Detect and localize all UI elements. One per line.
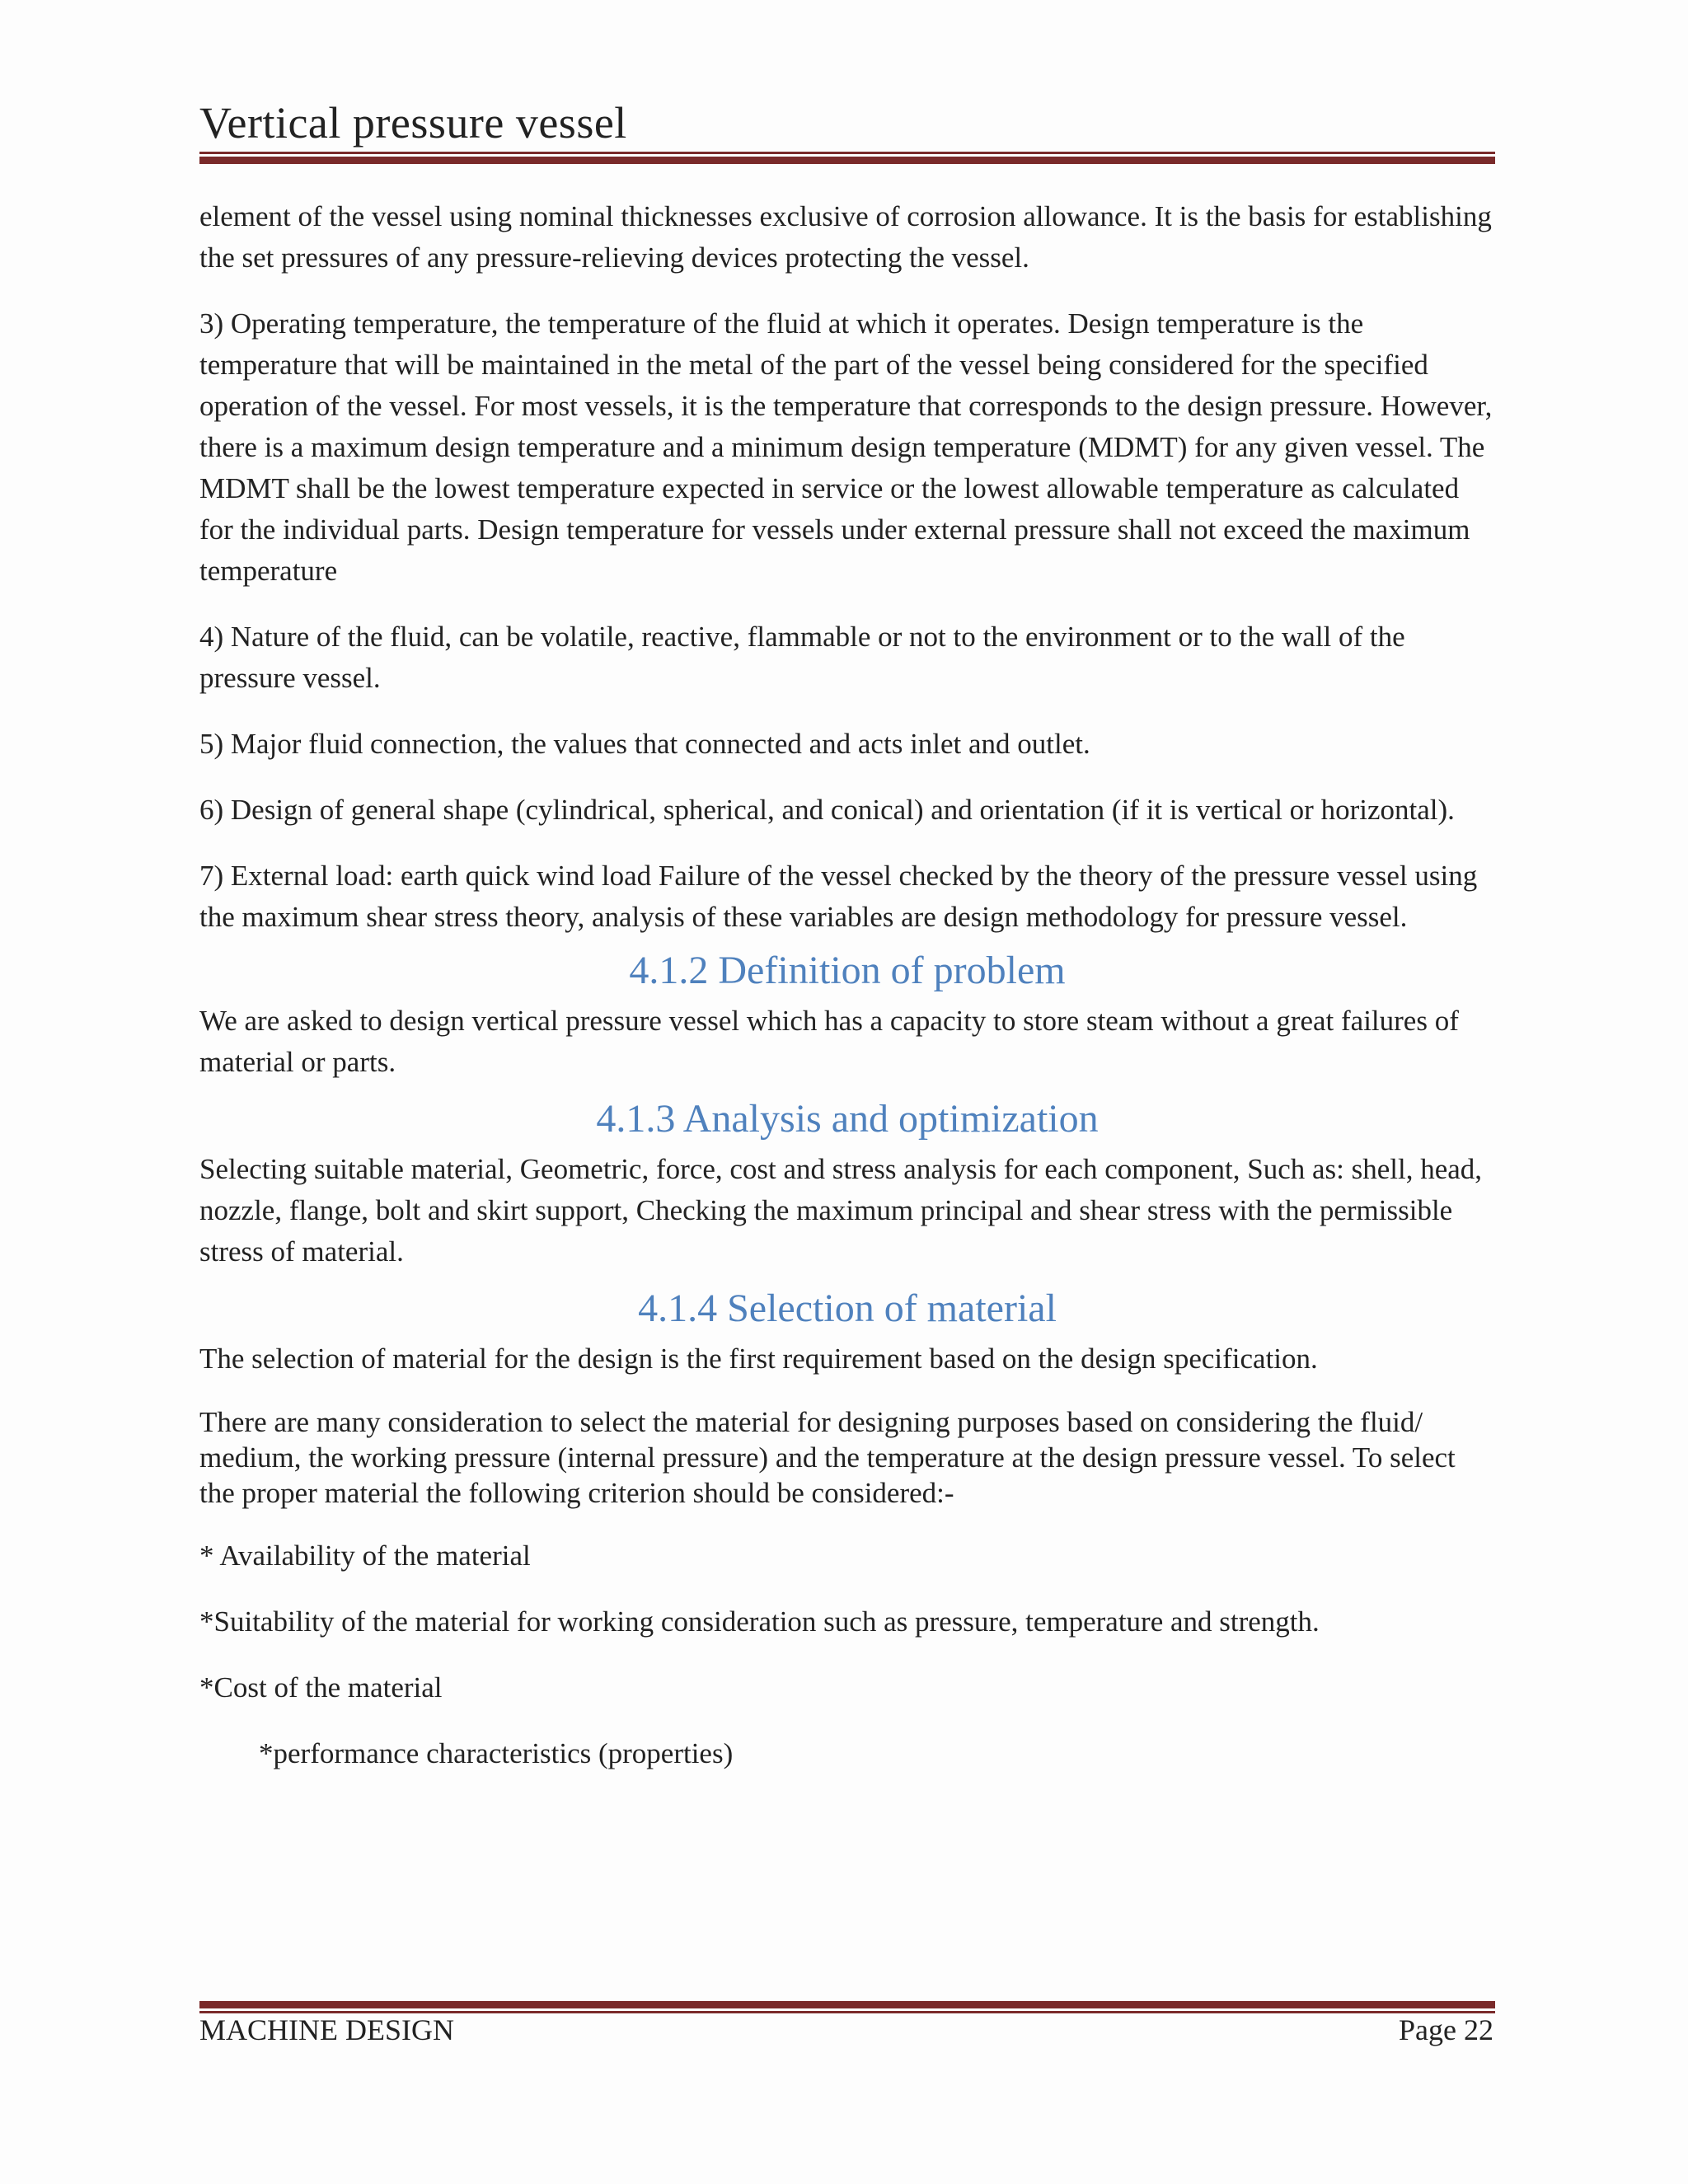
paragraph: There are many consideration to select the material for designing purposes based on considering the fluid/ medium, the working pressure (internal pressure) and the temperature at the design pressure vessel. To select the proper material the following criterion should be considered:- [199,1406,1456,1509]
footer-label: MACHINE DESIGN [199,2013,454,2046]
paragraph: The selection of material for the design is the first requirement based on the design specification. [199,1343,1318,1375]
paragraph: Selecting suitable material, Geometric, force, cost and stress analysis for each component, Such as: shell, head, nozzle, flange, bolt and skirt support, Checking the maximum principal and shear stress with the permissible stress of material. [199,1153,1483,1268]
list-item: *Suitability of the material for working consideration such as pressure, temperature and strength. [199,1605,1320,1638]
paragraph: element of the vessel using nominal thicknesses exclusive of corrosion allowance. It is the basis for establishing the set pressures of any pressure-relieving devices protecting the vessel. [199,200,1492,274]
paragraph: 6) Design of general shape (cylindrical, spherical, and conical) and orientation (if it is vertical or horizontal). [199,794,1455,826]
page-body [199,196,1495,1799]
list-item: * Availability of the material [199,1540,531,1572]
paragraph: We are asked to design vertical pressure vessel which has a capacity to store steam without a great failures of material or parts. [199,1005,1459,1078]
header-rule [199,152,1495,164]
paragraph: 4) Nature of the fluid, can be volatile, reactive, flammable or not to the environment or to the wall of the pressure vessel. [199,621,1405,694]
paragraph: 5) Major fluid connection, the values that connected and acts inlet and outlet. [199,728,1090,760]
section-heading: 4.1.4 Selection of material [638,1286,1057,1330]
page-number: Page 22 [1399,2013,1493,2046]
paragraph: 7) External load: earth quick wind load Failure of the vessel checked by the theory of the pressure vessel using the maximum shear stress theory, analysis of these variables are design methodology for pressure vessel. [199,860,1478,933]
list-item: *performance characteristics (properties) [259,1737,734,1769]
section-heading: 4.1.3 Analysis and optimization [596,1097,1099,1141]
list-item: *Cost of the material [199,1671,443,1704]
page-header-title: Vertical pressure vessel [199,98,627,148]
footer-rule [199,2001,1495,2013]
paragraph: 3) Operating temperature, the temperature of the fluid at which it operates. Design temperature is the temperature that will be maintained in the metal of the part of the vessel being considered for the specified operation of the vessel. For most vessels, it is the temperature that corresponds to the design pressure. However, there is a maximum design temperature and a minimum design temperature (MDMT) for any given vessel. The MDMT shall be the lowest temperature expected in service or the lowest allowable temperature as calculated for the individual parts. Design temperature for vessels under external pressure shall not exceed the maximum temperature [199,307,1493,587]
section-heading: 4.1.2 Definition of problem [629,949,1066,992]
